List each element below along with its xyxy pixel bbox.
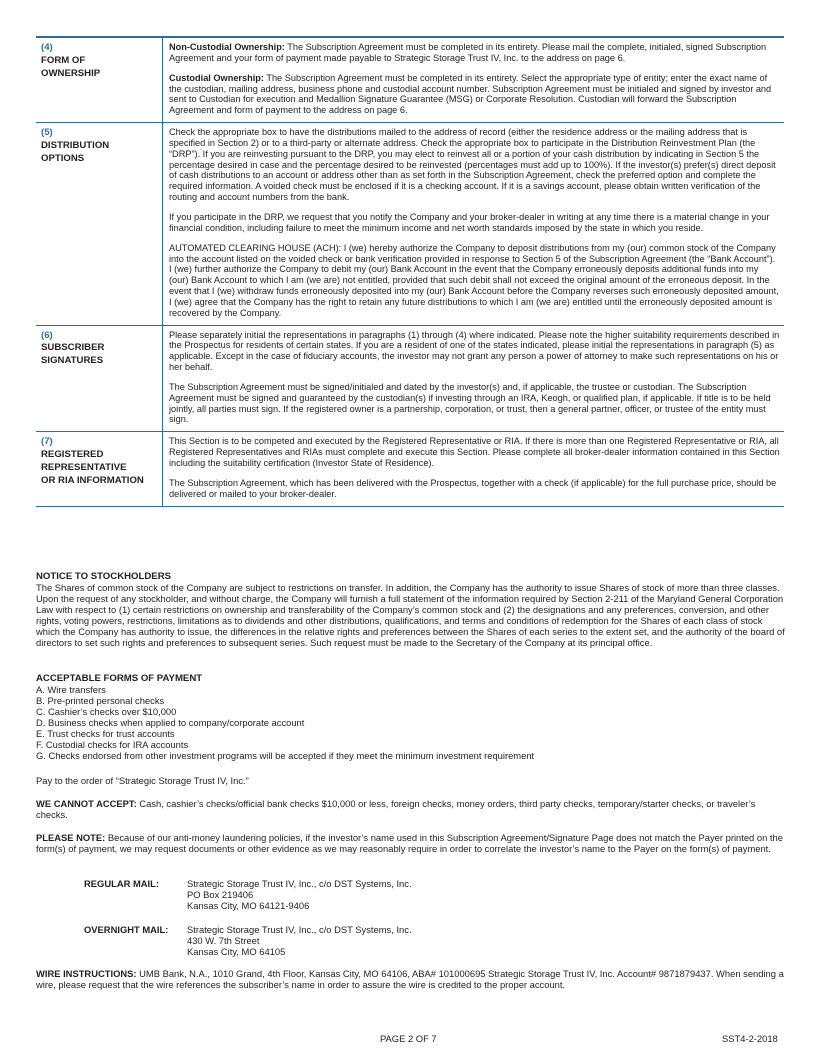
list-item: F. Custodial checks for IRA accounts [36, 739, 189, 750]
paragraph [169, 42, 780, 64]
paragraph-lead: Custodial Ownership: [169, 72, 264, 83]
notice-text: The Shares of common stock of the Company are subject to restrictions on transfer. In addition, the Company has the authority to issue Shares of stock of more than three classes. Upon the request of any stockholder, and without charge, the Company will furnish a full statement of the information required by Section 2-211 of the Maryland General Corporation Law with respect to (1) certain restrictions on ownership and transferability of the Company’s common stock and (2) the designations and any preferences, conversion, and other rights, voting powers, restrictions, limitations as to dividends and other distributions, qualifications, and terms and conditions of redemption for the Shares of each class of stock which the Company has authority to issue, the differences in the relative rights and preferences between the Shares of each series to the extent set, and the authority of the board of directors to set such rights and preferences to subsequent series. Such request must be made to the Secretary of the Company at its principal office. [36, 582, 785, 648]
notice-to-stockholders [36, 571, 786, 648]
paragraph: AUTOMATED CLEARING HOUSE (ACH): I (we) hereby authorize the Company to deposit distributions from my (our) common stock of the Company into the account listed on the voided check or bank verification provided in response to Section 5 of the Subscription Agreement (the “Bank Account”). I (we) further authorize the Company to debit my (our) Bank Account in the event that the Company erroneously deposits additional funds into my (our) Bank Account to which I am (we are) not entitled, provided that such debit shall not exceed the original amount of the erroneous deposit. In the event that I (we) withdraw funds erroneously deposited into my (our) Bank Account before the Company reverses such erroneously deposited amount, I (we) agree that the Company has the right to retain any future distributions to which I am (we are) entitled until the erroneously deposited amount is recovered by the Company. [169, 242, 779, 318]
payment-forms-heading: ACCEPTABLE FORMS OF PAYMENT [36, 673, 203, 684]
list-item: C. Cashier’s checks over $10,000 [36, 706, 177, 717]
paragraph: Check the appropriate box to have the distributions mailed to the address of record (either the residence address or the mailing address that is specified in Section 2) or to a third-party or alternate address. Check the appropriate box to participate in the Distribution Reinvestment Plan (the “DRP”). If you are reinvesting pursuant to the DRP, you may elect to reinvest all or a portion of your cash distribution by indicating in Section 5 the percentage desired in case and the percentage desired to be reinvested (percentages must add up to 100%). If the investor(s) prefer(s) direct deposit of cash distributions to an account or address other than as set forth in the Subscription Agreement, check the preferred option and complete the required information. A voided check must be enclosed if it is a checking account. If it is a savings account, please obtain written verification of the routing and account numbers from the bank. [169, 127, 776, 203]
address-line: PO Box 219406 [187, 889, 254, 900]
address-line: Kansas City, MO 64121-9406 [187, 900, 310, 911]
list-item: A. Wire transfers [36, 684, 106, 695]
instructions-table [36, 36, 784, 507]
paragraph: The Subscription Agreement, which has been delivered with the Prospectus, together with a check (if applicable) for the full purchase price, should be delivered or mailed to your broker-dealer. [169, 477, 777, 499]
overnight-mail-lines [187, 924, 587, 957]
please-note [36, 832, 786, 854]
section-label [36, 432, 163, 505]
section-content [163, 123, 784, 325]
section-label [36, 38, 163, 122]
overnight-mail-label: OVERNIGHT MAIL: [84, 924, 169, 935]
section-title-line: DISTRIBUTION [41, 139, 110, 151]
address-line: Kansas City, MO 64105 [187, 946, 286, 957]
paragraph-text: The Subscription Agreement must be completed in its entirety. Please mail the complete, initialed, signed Subscription Agreement and your form of payment made payable to Strategic Storage Trust IV, Inc. to the address on page 6. [169, 42, 767, 63]
section-number: (6) [41, 329, 53, 341]
paragraph: This Section is to be competed and executed by the Registered Representative or RIA. If there is more than one Registered Representative or RIA, all Registered Representatives and RIAs must complete and execute this Section. Please complete all broker-dealer information contained in this Section including the suitability certification (Investor State of Residence). [169, 436, 780, 468]
notice-heading: NOTICE TO STOCKHOLDERS [36, 571, 172, 582]
section-title-line: SUBSCRIBER [41, 342, 105, 354]
regular-mail-label: REGULAR MAIL: [84, 878, 159, 889]
wire-instructions [36, 968, 786, 990]
paragraph: The Subscription Agreement must be signed/initialed and dated by the investor(s) and, if applicable, the trustee or custodian. The Subscription Agreement must be signed and guaranteed by the custodian(s) if investing through an IRA, Keogh, or qualified plan, if applicable. If title is to be held jointly, all parties must sign. If the registered owner is a partnership, corporation, or trust, then a general partner, officer, or trustee of the entity must sign. [169, 381, 771, 425]
address-line: Strategic Storage Trust IV, Inc., c/o DST Systems, Inc. [187, 878, 412, 889]
paragraph-lead: Non-Custodial Ownership: [169, 42, 285, 52]
section-title-line: OWNERSHIP [41, 67, 101, 79]
section-content [163, 38, 784, 122]
section-form-of-ownership [36, 38, 784, 123]
payment-forms-list [36, 684, 786, 761]
section-title-line: SIGNATURES [41, 355, 104, 367]
document-code: SST4-2-2018 [722, 1033, 778, 1044]
section-label [36, 123, 163, 325]
section-title-line: OR RIA INFORMATION [41, 474, 144, 486]
regular-mail-lines [187, 878, 587, 911]
please-note-text: Because of our anti-money laundering policies, if the investor’s name used in this Subscription Agreement/Signature Page does not match the Payer printed on the form(s) of payment, we may request documents or other evidence as we may reasonably require in order to correlate the investor’s name to the Payer on the form(s) of payment. [36, 832, 783, 854]
section-title-line: REPRESENTATIVE [41, 461, 127, 473]
cannot-accept-text: Cash, cashier’s checks/official bank checks $10,000 or less, foreign checks, money orders, third party checks, temporary/starter checks, or traveler’s checks. [36, 798, 756, 820]
address-line: Strategic Storage Trust IV, Inc., c/o DST Systems, Inc. [187, 924, 412, 935]
list-item: E. Trust checks for trust accounts [36, 728, 175, 739]
cannot-accept-lead: WE CANNOT ACCEPT: [36, 798, 137, 809]
section-label [36, 326, 163, 432]
paragraph: If you participate in the DRP, we request that you notify the Company and your broker-dealer in writing at any time there is a material change in your financial condition, including failure to meet the minimum income and net worth standards imposed by the state in which you reside. [169, 211, 770, 233]
wire-text: UMB Bank, N.A., 1010 Grand, 4th Floor, Kansas City, MO 64106, ABA# 101000695 Strategic Storage Trust IV, Inc. Account# 9871879437. When sending a wire, please request that the wire references the subscriber’s name in order to assure the wire is credited to the proper account. [36, 968, 784, 990]
paragraph: Please separately initial the representations in paragraphs (1) through (4) where indicated. Please note the higher suitability requirements described in the Prospectus for residents of certain states. If you are a resident of one of the states indicated, please initial the representations in paragraph (5) as applicable. Except in the case of fiduciary accounts, the investor may not grant any person a power of attorney to make such representations on his or her behalf. [169, 329, 780, 373]
paragraph-text: The Subscription Agreement must be completed in its entirety. Select the appropriate type of entity; enter the exact name of the custodian, mailing address, business phone and custodial account number. Subscription Agreement must be initialed and signed by investor and sent to Custodian for execution and Medallion Signature Guarantee (MSG) or Corporate Resolution. Custodian will forward the Subscription Agreement and form of payment to the address on page 6. [169, 72, 772, 116]
list-item: B. Pre-printed personal checks [36, 695, 165, 706]
wire-lead: WIRE INSTRUCTIONS: [36, 968, 137, 979]
section-content [163, 432, 784, 505]
list-item: D. Business checks when applied to company/corporate account [36, 717, 305, 728]
section-number: (5) [41, 127, 53, 139]
please-note-lead: PLEASE NOTE: [36, 832, 106, 843]
section-registered-representative [36, 432, 784, 506]
section-number: (4) [41, 42, 53, 53]
section-title-line: OPTIONS [41, 152, 85, 164]
section-title-line: REGISTERED [41, 449, 104, 461]
section-content [163, 326, 784, 432]
section-number: (7) [41, 436, 53, 448]
address-line: 430 W. 7th Street [187, 935, 260, 946]
cannot-accept [36, 798, 786, 820]
section-title-line: FORM OF [41, 54, 86, 66]
paragraph [169, 73, 780, 116]
pay-to-order: Pay to the order of “Strategic Storage Trust IV, Inc.” [36, 775, 249, 786]
section-distribution-options [36, 123, 784, 326]
section-subscriber-signatures [36, 326, 784, 433]
list-item: G. Checks endorsed from other investment programs will be accepted if they meet the minimum investment requirement [36, 750, 535, 761]
page-number: PAGE 2 OF 7 [380, 1033, 437, 1044]
acceptable-payment-forms [36, 673, 786, 761]
